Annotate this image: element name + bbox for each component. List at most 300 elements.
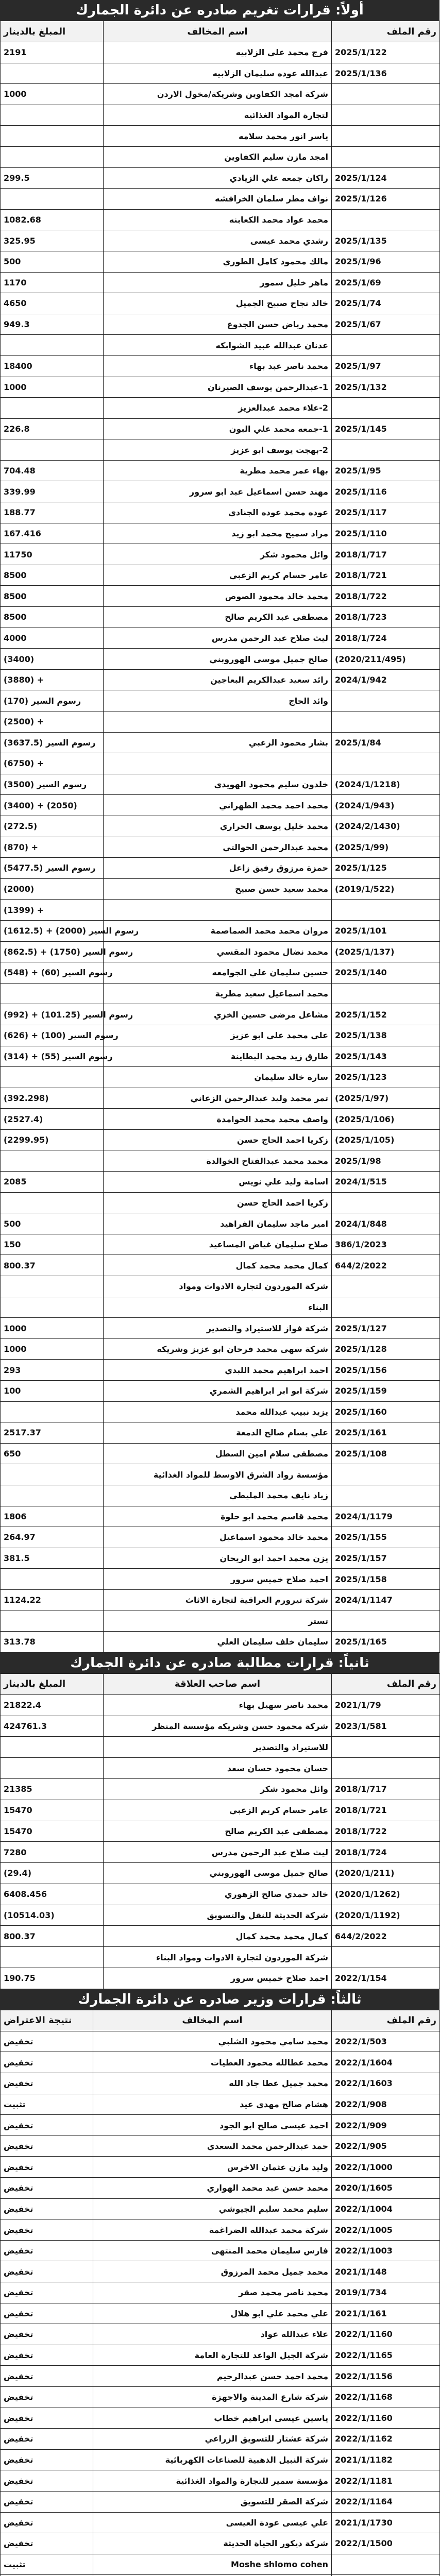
file-number-cell: 386/1/2023 [332, 1234, 440, 1255]
file-number-cell [332, 1192, 440, 1213]
name-cell: مصطفى سلام امين السطل [104, 1443, 332, 1464]
result-cell: تثبيت [1, 2554, 93, 2575]
file-number-cell: 2024/1/515 [332, 1172, 440, 1193]
name-cell: فارس سليمان محمد المنتهى [93, 2240, 332, 2261]
file-number-cell: 2025/1/165 [332, 1632, 440, 1653]
amount-cell: (29.4) [1, 1863, 104, 1884]
name-cell: زكريا احمد الحاج حسن [104, 1129, 332, 1150]
file-number-cell: 2025/1/110 [332, 523, 440, 544]
file-number-cell [332, 1737, 440, 1758]
table-row [1, 1506, 440, 1527]
amount-cell: 21822.4 [1, 1694, 104, 1716]
name-cell: محمد خالد محمود الصوص [104, 586, 332, 607]
amount-cell [1, 1485, 104, 1506]
table-row [1, 523, 440, 544]
table-row [1, 1485, 440, 1506]
file-number-cell: 2022/1/1156 [332, 2366, 440, 2387]
file-number-cell [332, 84, 440, 105]
name-cell: مصطفى عبد الكريم صالح [104, 1821, 332, 1842]
file-number-cell: 2021/1/161 [332, 2303, 440, 2324]
result-cell: تخفيض [1, 2157, 93, 2178]
table-row [1, 2303, 440, 2324]
table-row [1, 2094, 440, 2115]
table-row [1, 1716, 440, 1737]
name-header: اسم المخالف [104, 21, 332, 42]
file-number-cell [332, 900, 440, 921]
table-row [1, 1088, 440, 1109]
file-number-cell: 2022/1/1000 [332, 2157, 440, 2178]
amount-cell: 500 [1, 1213, 104, 1234]
name-cell: محمد رياض حسن الجدوع [104, 314, 332, 335]
file-number-cell: 2018/1/717 [332, 1778, 440, 1800]
file-number-cell: 2025/1/117 [332, 502, 440, 523]
amount-cell: (2500) + [1, 711, 104, 733]
file-number-cell: 2022/1/1005 [332, 2219, 440, 2241]
name-cell: يزن محمد احمد ابو الريحان [104, 1548, 332, 1569]
name-cell: علاء عبدالله عواد [93, 2324, 332, 2345]
file-number-cell: 2022/1/909 [332, 2115, 440, 2136]
name-cell: شركة محمود حسن وشريكه مؤسسة المنظر [104, 1716, 332, 1737]
file-number-cell [332, 753, 440, 774]
table-row [1, 1234, 440, 1255]
amount-cell [1, 1611, 104, 1632]
file-number-cell: 2021/1/1182 [332, 2449, 440, 2470]
amount-cell [1, 1297, 104, 1318]
table-row [1, 920, 440, 941]
result-cell: تخفيض [1, 2366, 93, 2387]
result-cell: تخفيض [1, 2386, 93, 2408]
table-row [1, 1067, 440, 1088]
file-number-cell: 2025/1/155 [332, 1527, 440, 1548]
amount-cell: 15470 [1, 1800, 104, 1821]
file-number-cell: (2020/1/1192) [332, 1905, 440, 1926]
file-number-cell [332, 1464, 440, 1485]
section1-title: أولاً: قرارات تغريم صادره عن دائرة الجمارك [0, 0, 439, 21]
table-row [1, 1842, 440, 1863]
file-number-cell: (2024/1/943) [332, 795, 440, 816]
table-row [1, 439, 440, 461]
name-cell: امجد مازن سليم الكفاوين [104, 146, 332, 167]
amount-cell: 100 [1, 1381, 104, 1402]
amount-cell: 800.37 [1, 1255, 104, 1276]
file-number-cell [332, 439, 440, 461]
table-row [1, 1778, 440, 1800]
amount-cell: 381.5 [1, 1548, 104, 1569]
name-cell: وائد الحاج [104, 690, 332, 711]
amount-cell: (862.5) + (1750) رسوم السير [1, 941, 104, 962]
amount-cell [1, 146, 104, 167]
name-cell: احمد عيسى صالح ابو الجود [93, 2115, 332, 2136]
file-number-cell: 2025/1/159 [332, 1381, 440, 1402]
file-number-cell: 2025/1/84 [332, 732, 440, 753]
amount-cell: 15470 [1, 1821, 104, 1842]
amount-cell: (1612.5) + (2000) رسوم السير [1, 920, 104, 941]
result-cell: تخفيض [1, 2408, 93, 2429]
table-row [1, 1968, 440, 1989]
name-cell: مروان محمد محمد الصماصمة [104, 920, 332, 941]
amount-cell [1, 1758, 104, 1779]
table-row [1, 1172, 440, 1193]
section2-header-row [1, 1673, 440, 1694]
name-cell: شركة فواز للاستيراد والتصدير [104, 1318, 332, 1339]
name-cell: محمد خالد محمود اسماعيل [104, 1527, 332, 1548]
name-cell: عامر حسام كريم الزعبي [104, 1800, 332, 1821]
file-number-cell: 2022/1/1160 [332, 2408, 440, 2429]
result-header: نتيجة الاعتراض [1, 2010, 93, 2031]
file-number-cell: 2022/1/1160 [332, 2324, 440, 2345]
section1-table [0, 21, 440, 1653]
table-row [1, 2282, 440, 2303]
amount-cell: (3400) [1, 649, 104, 670]
file-number-cell: 2025/1/136 [332, 63, 440, 84]
result-cell: تخفيض [1, 2198, 93, 2219]
file-number-cell: 2025/1/116 [332, 481, 440, 502]
file-number-cell: 2018/1/723 [332, 607, 440, 628]
name-cell: علي محمد علي ابو عزيز [104, 1025, 332, 1046]
amount-cell: (3400) + (2050) [1, 795, 104, 816]
amount-cell: 2085 [1, 1172, 104, 1193]
amount-cell: 150 [1, 1234, 104, 1255]
table-row [1, 2261, 440, 2282]
name-cell [104, 900, 332, 921]
table-row [1, 1737, 440, 1758]
file-number-cell: 2025/1/135 [332, 230, 440, 251]
file-number-cell: 2025/1/101 [332, 920, 440, 941]
name-cell: شركة الصقر للتسويق [93, 2491, 332, 2512]
file-number-cell: 2025/1/143 [332, 1046, 440, 1067]
result-cell: تخفيض [1, 2512, 93, 2533]
table-row [1, 460, 440, 481]
table-row [1, 1863, 440, 1884]
table-row [1, 167, 440, 189]
file-number-cell: 2025/1/127 [332, 1318, 440, 1339]
file-number-cell: 2018/1/724 [332, 628, 440, 649]
amount-cell: (6750) + [1, 753, 104, 774]
table-row [1, 1213, 440, 1234]
amount-cell: 1082.68 [1, 209, 104, 230]
name-cell: مؤسسة رواد الشرق الاوسط للمواد الغذائية [104, 1464, 332, 1485]
section3-title: ثالثاً: قرارات وزير صادره عن دائرة الجمارك [0, 1989, 439, 2010]
file-number-cell: 2022/1/1603 [332, 2073, 440, 2094]
result-cell: تخفيض [1, 2136, 93, 2157]
amount-cell: 650 [1, 1443, 104, 1464]
name-cell: يزيد نبيب عبدالله محمد [104, 1401, 332, 1422]
file-number-cell [332, 146, 440, 167]
amount-cell [1, 983, 104, 1004]
result-cell: تخفيض [1, 2031, 93, 2052]
amount-cell: 293 [1, 1360, 104, 1381]
amount-cell [1, 439, 104, 461]
name-cell: محمد احمد محمد الطهراني [104, 795, 332, 816]
name-cell: مشاعل مرضى حسين الخزي [104, 1004, 332, 1025]
file-number-cell [332, 126, 440, 147]
table-row [1, 1464, 440, 1485]
file-number-cell [332, 105, 440, 126]
file-number-cell: 2025/1/156 [332, 1360, 440, 1381]
table-row [1, 2178, 440, 2199]
amount-cell: 8500 [1, 607, 104, 628]
amount-cell: (272.5) [1, 816, 104, 837]
file-number-cell: 2018/1/717 [332, 544, 440, 565]
table-row [1, 1109, 440, 1130]
result-cell: تخفيض [1, 2324, 93, 2345]
file-number-cell: (2025/1/105) [332, 1129, 440, 1150]
table-row [1, 732, 440, 753]
file-number-cell: 2022/1/908 [332, 2094, 440, 2115]
name-cell: البناء [104, 1297, 332, 1318]
name-cell: شركة الجيل الواعد للتجارة العامة [93, 2345, 332, 2366]
file-number-cell: 2025/1/69 [332, 272, 440, 293]
name-cell: مالك محمود كامل الطوري [104, 251, 332, 272]
table-row [1, 502, 440, 523]
table-row [1, 335, 440, 356]
amount-cell: (3500) رسوم السير [1, 774, 104, 795]
table-row [1, 2408, 440, 2429]
name-cell: شركة عشتار للتسويق الزراعي [93, 2429, 332, 2450]
table-row [1, 544, 440, 565]
table-row [1, 586, 440, 607]
name-cell: اسامة وليد علي نويس [104, 1172, 332, 1193]
name-cell: ياسر انور محمد سلامه [104, 126, 332, 147]
file-number-cell: 2021/1/148 [332, 2261, 440, 2282]
table-row [1, 418, 440, 439]
table-row [1, 878, 440, 900]
table-row [1, 1569, 440, 1590]
amount-cell: 800.37 [1, 1926, 104, 1947]
table-row [1, 2512, 440, 2533]
name-cell: 1-جمعه محمد علي البون [104, 418, 332, 439]
name-cell: فرج محمد علي الزلابيه [104, 42, 332, 63]
name-cell: مؤسسة سمير للتجارة والمواد الغذائية [93, 2470, 332, 2492]
result-cell: تخفيض [1, 2261, 93, 2282]
amount-cell: 1170 [1, 272, 104, 293]
file-number-cell: 2025/1/108 [332, 1443, 440, 1464]
name-cell: عوده محمد عوده الجنادي [104, 502, 332, 523]
name-cell: محمد سعيد حسن صبيح [104, 878, 332, 900]
file-number-cell [332, 1276, 440, 1297]
name-cell: علي بسام صالح الدمعة [104, 1422, 332, 1444]
file-number-cell: 2021/1/79 [332, 1694, 440, 1716]
table-row [1, 1611, 440, 1632]
file-number-cell: 2025/1/74 [332, 293, 440, 314]
file-number-cell: 2025/1/138 [332, 1025, 440, 1046]
name-cell: ليث صلاح عبد الرحمن مدرس [104, 628, 332, 649]
file-number-cell: 2025/1/126 [332, 189, 440, 210]
name-cell: صالح جميل موسى الهوروبني [104, 649, 332, 670]
file-number-cell: 2025/1/157 [332, 1548, 440, 1569]
amount-cell: (3637.5) رسوم السير [1, 732, 104, 753]
name-cell: عامر حسام كريم الزعبي [104, 565, 332, 586]
name-cell: شركة محمد عبدالله الضراغمة [93, 2219, 332, 2241]
amount-cell: 11750 [1, 544, 104, 565]
file-number-cell [332, 209, 440, 230]
result-cell: تخفيض [1, 2240, 93, 2261]
table-row [1, 1905, 440, 1926]
name-cell: شركة الحديثة للنقل والتسويق [104, 1905, 332, 1926]
result-cell: تخفيض [1, 2115, 93, 2136]
amount-cell: 226.8 [1, 418, 104, 439]
result-cell: تخفيض [1, 2178, 93, 2199]
section1-header-row [1, 21, 440, 42]
amount-cell: (170) رسوم السير [1, 690, 104, 711]
amount-cell: 21385 [1, 1778, 104, 1800]
table-row [1, 251, 440, 272]
table-row [1, 2554, 440, 2575]
amount-cell: 190.75 [1, 1968, 104, 1989]
table-row [1, 146, 440, 167]
file-number-cell [332, 1611, 440, 1632]
file-number-cell [332, 690, 440, 711]
table-row [1, 837, 440, 858]
table-row [1, 753, 440, 774]
table-row [1, 293, 440, 314]
file-number-cell: (2024/2/1430) [332, 816, 440, 837]
amount-cell [1, 1401, 104, 1422]
file-number-cell: 2025/1/97 [332, 355, 440, 377]
name-cell: للاستيراد والتصدير [104, 1737, 332, 1758]
file-number-cell: 2022/1/1168 [332, 2386, 440, 2408]
section2-title: ثانياً: قرارات مطالبة صادره عن دائرة الجمارك [0, 1653, 439, 1673]
name-header: اسم صاحب العلاقة [104, 1673, 332, 1694]
amount-cell: 949.3 [1, 314, 104, 335]
name-cell: واصف محمد محمد الحوامدة [104, 1109, 332, 1130]
table-row [1, 1926, 440, 1947]
name-cell: هشام صالح مهدي عيد [93, 2094, 332, 2115]
file-number-cell [332, 711, 440, 733]
amount-cell [1, 398, 104, 419]
name-cell: شركة ابو ابر ابراهيم الشمري [104, 1381, 332, 1402]
amount-cell: 339.99 [1, 481, 104, 502]
file-number-cell: 2018/1/724 [332, 1842, 440, 1863]
amount-cell: 325.95 [1, 230, 104, 251]
name-cell: صلاح سليمان غياض المساعيد [104, 1234, 332, 1255]
file-number-cell: 2022/1/154 [332, 1968, 440, 1989]
file-number-header: رقم الملف [332, 1673, 440, 1694]
name-cell: ياسين عيسى ابراهيم خطاب [93, 2408, 332, 2429]
table-row [1, 1192, 440, 1213]
file-number-cell: (2025/1/106) [332, 1109, 440, 1130]
file-number-cell [332, 1947, 440, 1968]
name-cell: سليمان خلف سليمان العلي [104, 1632, 332, 1653]
file-number-cell: 2025/1/123 [332, 1067, 440, 1088]
amount-cell: 8500 [1, 586, 104, 607]
name-cell: طارق زيد محمد البطاينة [104, 1046, 332, 1067]
file-number-cell: 2025/1/96 [332, 251, 440, 272]
name-cell: لتجارة المواد الغذائيه [104, 105, 332, 126]
amount-cell [1, 105, 104, 126]
file-number-cell: (2024/1/1218) [332, 774, 440, 795]
name-cell: محمد ناصر سهيل بهاء [104, 1694, 332, 1716]
file-number-cell: 2019/1/734 [332, 2282, 440, 2303]
name-cell: محمد جميل عطا جاد الله [93, 2073, 332, 2094]
table-row [1, 2449, 440, 2470]
name-cell: 2-بهجت يوسف ابو عزيز [104, 439, 332, 461]
amount-cell: 167.416 [1, 523, 104, 544]
table-row [1, 1947, 440, 1968]
name-cell: وائل محمود شكر [104, 544, 332, 565]
table-row [1, 84, 440, 105]
table-row [1, 314, 440, 335]
table-row [1, 628, 440, 649]
file-number-cell: 2022/1/1162 [332, 2429, 440, 2450]
file-number-cell: 2024/1/942 [332, 669, 440, 690]
amount-cell: 2517.37 [1, 1422, 104, 1444]
name-cell: محمد ناصر محمد صقر [93, 2282, 332, 2303]
name-cell [104, 711, 332, 733]
name-cell: خلدون سليم محمود الهويدي [104, 774, 332, 795]
name-cell: 2-علاء محمد عبدالعزيز [104, 398, 332, 419]
amount-cell [1, 1276, 104, 1297]
name-cell: شركة سهى محمد فرحان ابو عزيز وشريكه [104, 1338, 332, 1360]
table-row [1, 1338, 440, 1360]
table-row [1, 941, 440, 962]
file-number-cell: 2018/1/721 [332, 1800, 440, 1821]
table-row [1, 1046, 440, 1067]
amount-cell: 1000 [1, 1318, 104, 1339]
name-cell: وليد مازن عثمان الاخرس [93, 2157, 332, 2178]
file-number-cell: 2025/1/98 [332, 1150, 440, 1172]
file-number-cell: 644/2/2022 [332, 1255, 440, 1276]
table-row [1, 42, 440, 63]
amount-cell [1, 1192, 104, 1213]
table-row [1, 2324, 440, 2345]
table-row [1, 126, 440, 147]
file-number-cell: 2025/1/158 [332, 1569, 440, 1590]
table-row [1, 398, 440, 419]
name-cell: مصطفى عبد الكريم صالح [104, 607, 332, 628]
file-number-cell [332, 983, 440, 1004]
file-number-cell [332, 1297, 440, 1318]
file-number-cell: 2024/1/1147 [332, 1589, 440, 1611]
name-cell: خالد نجاح صبيح الجميل [104, 293, 332, 314]
file-number-cell: 2022/1/503 [332, 2031, 440, 2052]
name-cell: حسان محمود حسان سعد [104, 1758, 332, 1779]
table-row [1, 2533, 440, 2554]
name-cell: سليم محمد سليم الجيوشي [93, 2198, 332, 2219]
name-cell: محمد حسن عبد محمد الهواري [93, 2178, 332, 2199]
file-number-cell: 2025/1/124 [332, 167, 440, 189]
file-number-cell: 2025/1/145 [332, 418, 440, 439]
amount-cell: (10514.03) [1, 1905, 104, 1926]
table-row [1, 1150, 440, 1172]
amount-cell: (2299.95) [1, 1129, 104, 1150]
name-cell: حسين سليمان علي الجوامعه [104, 962, 332, 984]
file-number-cell [332, 2554, 440, 2575]
table-row [1, 1129, 440, 1150]
file-number-cell [332, 1485, 440, 1506]
name-cell: حمزة مرزوق رفيق زاعل [104, 858, 332, 879]
name-cell: محمد جميل محمد المرزوق [93, 2261, 332, 2282]
amount-cell: (5477.5) رسوم السير [1, 858, 104, 879]
file-number-cell: 2024/1/1179 [332, 1506, 440, 1527]
name-cell: رائد سعيد عبدالكريم البعاجين [104, 669, 332, 690]
name-cell: محمد عطالله محمود العطيات [93, 2052, 332, 2073]
table-row [1, 1884, 440, 1905]
file-number-cell: 2025/1/122 [332, 42, 440, 63]
amount-cell: (2000) [1, 878, 104, 900]
amount-cell: (626) + (100) رسوم السير [1, 1025, 104, 1046]
amount-cell: 2191 [1, 42, 104, 63]
name-cell: راكان جمعه علي الزيادي [104, 167, 332, 189]
amount-cell: 4000 [1, 628, 104, 649]
amount-cell: (1399) + [1, 900, 104, 921]
amount-cell: 6408.456 [1, 1884, 104, 1905]
file-number-cell: 2022/1/1165 [332, 2345, 440, 2366]
table-row [1, 1318, 440, 1339]
table-row [1, 272, 440, 293]
file-number-cell: (2025/1/99) [332, 837, 440, 858]
table-row [1, 1632, 440, 1653]
